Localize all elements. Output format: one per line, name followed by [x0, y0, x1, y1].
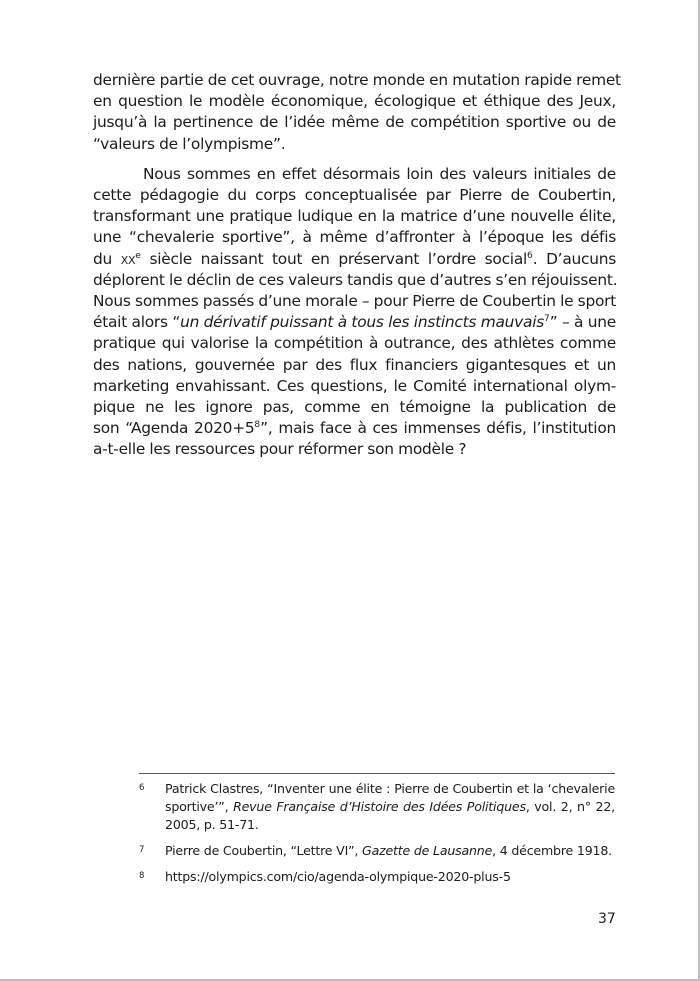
footnote-ref-7[interactable]: 7 — [544, 314, 550, 325]
century-numeral: xx — [120, 249, 136, 268]
century-superscript: e — [135, 250, 141, 261]
body-text — [93, 70, 621, 461]
footnote-number: 8 — [139, 871, 145, 881]
text-line: dernière partie de cet ouvrage, notre monde en mutation rapide remet — [93, 71, 621, 89]
footnote-7 — [139, 842, 615, 860]
footnote-number: 7 — [139, 845, 145, 855]
text-line: a-t-elle les ressources pour réformer son modèle ? — [93, 440, 467, 459]
text-line: une “chevalerie sportive”, à même d’affronter à l’époque les défis — [93, 228, 616, 247]
text-line: pratique qui valorise la compétition à outrance, des athlètes comme — [93, 334, 616, 353]
text-line: cette pédagogie du corps conceptualisée par Pierre de Coubertin, — [93, 186, 616, 205]
footnote-line: 2005, p. 51-71. — [165, 817, 259, 832]
footnote-divider — [139, 773, 615, 774]
text-line: des nations, gouvernée par des flux financiers gigantesques et un — [93, 355, 616, 374]
footnote-ref-8[interactable]: 8 — [254, 420, 261, 431]
footnote-line — [165, 798, 615, 816]
text-fragment: . D’aucuns — [532, 249, 616, 268]
text-fragment: siècle naissant tout en préservant l’ordre social — [140, 249, 528, 268]
footnote-8 — [139, 868, 615, 886]
text-fragment: ” – à une — [549, 313, 616, 332]
text-fragment: son “Agenda 2020+5 — [93, 419, 255, 438]
footnote-ref-6[interactable]: 6 — [527, 250, 533, 261]
text-line: en question le modèle économique, écologique et éthique des Jeux, — [93, 92, 616, 111]
footnote-url-link[interactable]: https://olympics.com/cio/agenda-olympique-2020-plus-5 — [165, 869, 511, 884]
footnote-text — [165, 842, 615, 860]
text-fragment: , vol. 2, n° 22, — [525, 799, 615, 814]
text-line: déplorent le déclin de ces valeurs tandis que d’autres s’en réjouissent. — [93, 270, 618, 289]
page-number: 37 — [598, 911, 616, 927]
text-line: pique ne les ignore pas, comme en témoigne la publication de — [93, 398, 616, 417]
footnotes — [139, 780, 615, 894]
footnote-6 — [139, 780, 615, 834]
footnote-number: 6 — [139, 783, 145, 793]
text-line — [93, 249, 616, 270]
text-line: “valeurs de l’olympisme”. — [93, 134, 286, 153]
text-line: marketing envahissant. Ces questions, le Comité international olym- — [93, 376, 616, 395]
footnote-text — [165, 780, 615, 834]
text-fragment: Pierre de Coubertin, “Lettre VI”, — [165, 843, 363, 858]
journal-title: Revue Française d’Histoire des Idées Politiques — [233, 799, 526, 814]
paragraph-2 — [93, 164, 616, 461]
newspaper-title: Gazette de Lausanne — [362, 843, 493, 858]
coubertin-quote: un dérivatif puissant à tous les instincts mauvais — [180, 313, 544, 332]
text-fragment: était alors “ — [93, 313, 181, 332]
footnote-line — [165, 842, 615, 860]
text-line: Nous sommes passés d’une morale – pour Pierre de Coubertin le sport — [93, 292, 616, 311]
text-line — [93, 418, 616, 439]
paragraph-1 — [93, 70, 621, 155]
text-fragment: , 4 décembre 1918. — [492, 843, 612, 858]
text-line: Nous sommes en effet désormais loin des valeurs initiales de — [143, 164, 616, 183]
text-fragment: ”, mais face à ces immenses défis, l’institution — [260, 419, 616, 438]
text-line: transformant une pratique ludique en la matrice d’une nouvelle élite, — [93, 207, 616, 226]
footnote-line: Patrick Clastres, “Inventer une élite : Pierre de Coubertin et la ‘chevalerie — [165, 781, 615, 796]
text-fragment: du — [93, 249, 121, 268]
text-line: jusqu’à la pertinence de l’idée même de compétition sportive ou de — [93, 113, 616, 132]
text-line — [93, 312, 616, 333]
text-fragment: sportive’”, — [165, 799, 234, 814]
footnote-text — [165, 868, 615, 886]
